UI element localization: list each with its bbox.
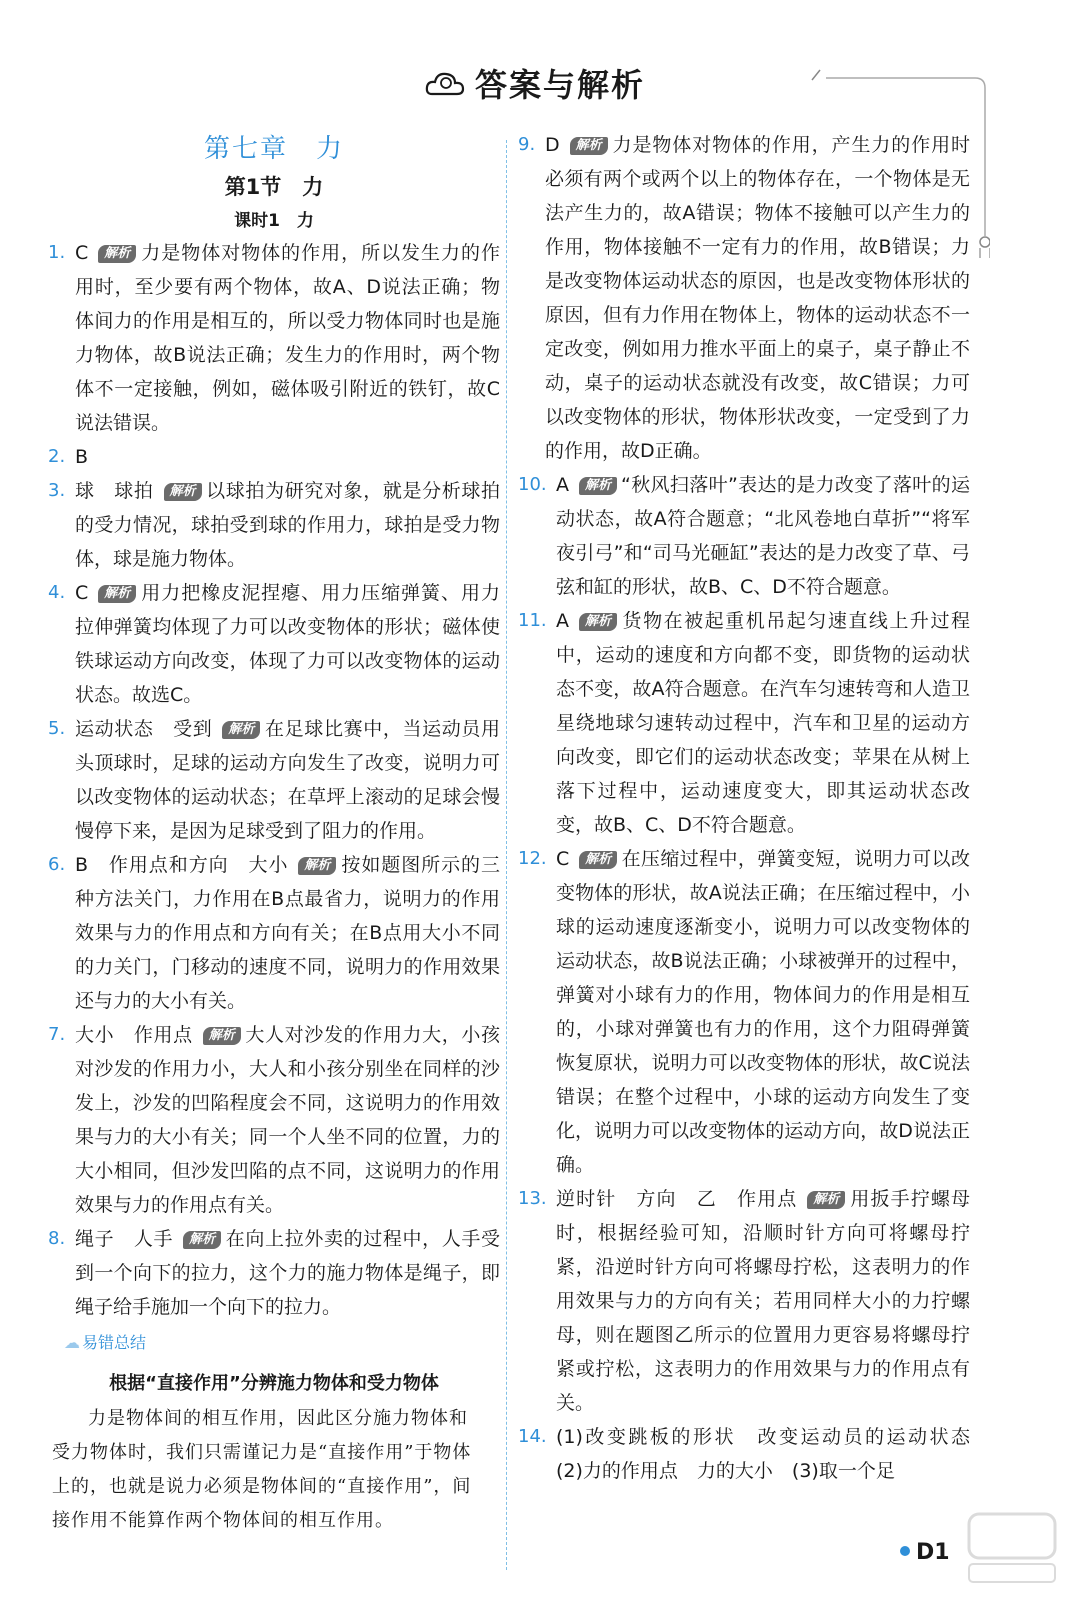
question-number: 13.: [518, 1188, 547, 1209]
mistake-summary-label: ☁ 易错总结: [64, 1333, 147, 1352]
answer-text: 逆时针 方向 乙 作用点: [556, 1188, 798, 1210]
answer-item: [48, 1222, 500, 1324]
analysis-text: 用扳手拧螺母时，根据经验可知，沿顺时针方向可将螺母拧紧，沿逆时针方向可将螺母拧松，这表明力的作用效果与力的方向有关；若用同样大小的力拧螺母，则在题图乙所示的位置用力更容易将螺母拧紧或拧松，这表明力的作用效果与力的作用点有关。: [556, 1188, 970, 1414]
question-number: 6.: [48, 854, 66, 875]
question-number: 14.: [518, 1426, 547, 1447]
answer-item: [48, 236, 500, 440]
analysis-text: 力是物体对物体的作用，产生力的作用时必须有两个或两个以上的物体存在，一个物体是无法产生力的，故A错误；物体不接触可以产生力的作用，物体接触不一定有力的作用，故B错误；力是改变物体运动状态的原因，也是改变物体形状的原因，但有力作用在物体上，物体的运动状态不一定改变，例如用力推水平面上的桌子，桌子静止不动，桌子的运动状态就没有改变，故C错误；力可以改变物体的形状，物体形状改变，一定受到了力的作用，故D正确。: [545, 134, 970, 462]
analysis-text: 用力把橡皮泥捏瘪、用力压缩弹簧、用力拉伸弹簧均体现了力可以改变物体的形状；磁体使铁球运动方向改变，体现了力可以改变物体的运动状态。故选C。: [75, 582, 500, 706]
column-divider: [506, 140, 507, 1570]
answer-item: [48, 1018, 500, 1222]
question-number: 3.: [48, 480, 66, 501]
question-number: 9.: [518, 134, 536, 155]
analysis-badge: 解析: [98, 585, 136, 603]
analysis-text: “秋风扫落叶”表达的是力改变了落叶的运动状态，故A符合题意；“北风卷地白草折”“将军夜引弓”和“司马光砸缸”表达的是力改变了草、弓弦和缸的形状，故B、C、D不符合题意。: [556, 474, 970, 598]
question-number: 1.: [48, 242, 66, 263]
analysis-badge: 解析: [579, 851, 617, 869]
left-column: [48, 128, 500, 1538]
answer-text: 绳子 人手: [75, 1228, 174, 1250]
answer-item: [48, 440, 500, 474]
page-dot-icon: [900, 1546, 910, 1556]
answer-text: B: [75, 446, 89, 468]
analysis-text: 大人对沙发的作用力大，小孩对沙发的作用力小，大人和小孩分别坐在同样的沙发上，沙发的凹陷程度会不同，这说明力的作用效果与力的大小有关；同一个人坐不同的位置，力的大小相同，但沙发凹陷的点不同，这说明力的作用效果与力的作用点有关。: [75, 1024, 500, 1216]
analysis-text: 在压缩过程中，弹簧变短，说明力可以改变物体的形状，故A说法正确；在压缩过程中，小球的运动速度逐渐变小，说明力可以改变物体的运动状态，故B说法正确；小球被弹开的过程中，弹簧对小球有力的作用，物体间力的作用是相互的，小球对弹簧也有力的作用，这个力阻碍弹簧恢复原状，说明力可以改变物体的形状，故C说法错误；在整个过程中，小球的运动方向发生了变化，说明力可以改变物体的运动方向，故D说法正确。: [556, 848, 970, 1176]
analysis-badge: 解析: [570, 137, 608, 155]
lesson-title: 课时1 力: [234, 211, 314, 231]
page-number: D1: [900, 1540, 950, 1565]
cloud-person-icon: [424, 66, 470, 100]
analysis-text: 在向上拉外卖的过程中，人手受到一个向下的拉力，这个力的施力物体是绳子，即绳子给手施加一个向下的拉力。: [75, 1228, 500, 1318]
question-number: 12.: [518, 848, 547, 869]
answer-text: 球 球拍: [75, 480, 154, 502]
answer-item: [518, 842, 970, 1182]
analysis-badge: 解析: [203, 1027, 241, 1045]
mistake-summary-heading: 根据“直接作用”分辨施力物体和受力物体: [109, 1373, 439, 1394]
answer-text: (1)改变跳板的形状 改变运动员的运动状态 (2)力的作用点 力的大小 (3)取一个足: [556, 1426, 990, 1482]
analysis-text: 以球拍为研究对象，就是分析球拍的受力情况，球拍受到球的作用力，球拍是受力物体，球是施力物体。: [75, 480, 500, 570]
analysis-text: 力是物体对物体的作用，所以发生力的作用时，至少要有两个物体，故A、D说法正确；物体间力的作用是相互的，所以受力物体同时也是施力物体，故B说法正确；发生力的作用时，两个物体不一定接触，例如，磁体吸引附近的铁钉，故C说法错误。: [75, 242, 500, 434]
question-number: 5.: [48, 718, 66, 739]
analysis-badge: 解析: [164, 483, 202, 501]
answer-text: C: [556, 848, 570, 870]
answer-item: [48, 474, 500, 576]
answer-text: D: [545, 134, 560, 156]
section-title: 第1节 力: [224, 175, 324, 199]
answer-text: C: [75, 582, 89, 604]
analysis-badge: 解析: [298, 857, 336, 875]
answer-list-left: [48, 236, 500, 1324]
cloud-icon: ☁: [64, 1333, 80, 1352]
question-number: 2.: [48, 446, 66, 467]
answer-item: [48, 848, 500, 1018]
question-number: 4.: [48, 582, 66, 603]
page-title: 答案与解析: [475, 66, 646, 104]
analysis-text: 货物在被起重机吊起匀速直线上升过程中，运动的速度和方向都不变，即货物的运动状态不变，故A符合题意。在汽车匀速转弯和人造卫星绕地球匀速转动过程中，汽车和卫星的运动方向改变，即它们的运动状态改变；苹果在从树上落下过程中，运动速度变大，即其运动状态改变，故B、C、D不符合题意。: [556, 610, 970, 836]
analysis-badge: 解析: [807, 1191, 845, 1209]
answer-item: [518, 468, 970, 604]
analysis-badge: 解析: [579, 613, 617, 631]
question-number: 7.: [48, 1024, 66, 1045]
analysis-badge: 解析: [579, 477, 617, 495]
answer-text: A: [556, 610, 569, 632]
answer-item: [518, 1420, 990, 1488]
mistake-summary-text: 力是物体间的相互作用，因此区分施力物体和受力物体时，我们只需谨记力是“直接作用”于物体上的，也就是说力必须是物体间的“直接作用”，间接作用不能算作两个物体间的相互作用。: [52, 1408, 472, 1531]
chapter-title: 第七章 力: [203, 134, 344, 164]
answer-text: C: [75, 242, 89, 264]
answer-list-right: [518, 128, 990, 1488]
question-number: 11.: [518, 610, 547, 631]
analysis-badge: 解析: [222, 721, 260, 739]
answer-text: 运动状态 受到: [75, 718, 213, 740]
right-column: [518, 128, 990, 1488]
analysis-badge: 解析: [98, 245, 136, 263]
answer-item: [518, 128, 970, 468]
answer-item: [518, 604, 970, 842]
answer-text: B 作用点和方向 大小: [75, 854, 289, 876]
question-number: 8.: [48, 1228, 66, 1249]
answer-text: 大小 作用点: [75, 1024, 193, 1046]
analysis-badge: 解析: [183, 1231, 221, 1249]
analysis-text: 在足球比赛中，当运动员用头顶球时，足球的运动方向发生了改变，说明力可以改变物体的运动状态；在草坪上滚动的足球会慢慢停下来，是因为足球受到了阻力的作用。: [75, 718, 500, 842]
answer-item: [518, 1182, 970, 1420]
question-number: 10.: [518, 474, 547, 495]
watermark-logo: [965, 1508, 1060, 1588]
answer-item: [48, 712, 500, 848]
analysis-text: 按如题图所示的三种方法关门，力作用在B点最省力，说明力的作用效果与力的作用点和方向有关；在B点用大小不同的力关门，门移动的速度不同，说明力的作用效果还与力的大小有关。: [75, 854, 500, 1012]
answer-text: A: [556, 474, 569, 496]
answer-item: [48, 576, 500, 712]
